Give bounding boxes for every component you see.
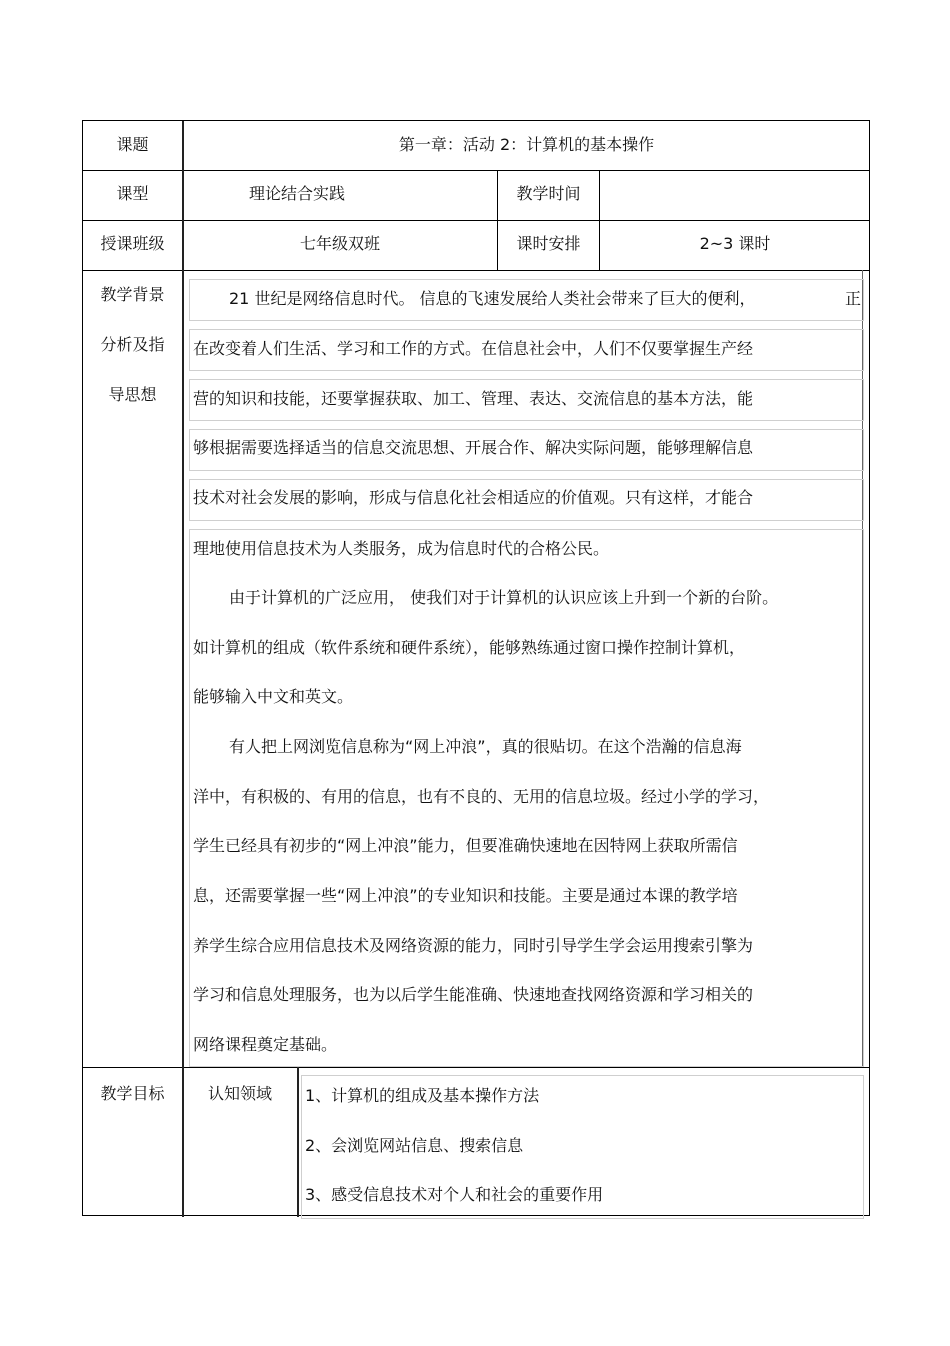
background-line: 由于计算机的广泛应用， 使我们对于计算机的认识应该上升到一个新的台阶。: [229, 588, 779, 607]
type-value: 理论结合实践: [249, 184, 346, 203]
class-label: 授课班级: [100, 234, 165, 253]
background-line: 息，还需要掌握一些“网上冲浪”的专业知识和技能。主要是通过本课的教学培: [193, 886, 738, 905]
background-line: 有人把上网浏览信息称为“网上冲浪”，真的很贴切。在这个浩瀚的信息海: [229, 737, 742, 756]
background-line: 营的知识和技能，还要掌握获取、加工、管理、表达、交流信息的基本方法，能: [193, 389, 754, 408]
objective-item: 2、会浏览网站信息、搜索信息: [305, 1136, 524, 1155]
background-line: 理地使用信息技术为人类服务，成为信息时代的合格公民。: [193, 539, 610, 558]
background-line: 网络课程奠定基础。: [193, 1035, 338, 1054]
objective-item: 3、感受信息技术对个人和社会的重要作用: [305, 1185, 604, 1204]
background-line: 学习和信息处理服务，也为以后学生能准确、快速地查找网络资源和学习相关的: [193, 985, 754, 1004]
row-divider: [83, 1067, 869, 1068]
background-line: 能够输入中文和英文。: [193, 687, 354, 706]
background-line: 21 世纪是网络信息时代。 信息的飞速发展给人类社会带来了巨大的便利，: [229, 289, 756, 308]
column-divider: [599, 170, 600, 270]
topic-value: 第一章：活动 2：计算机的基本操作: [398, 135, 655, 154]
period-label: 课时安排: [516, 234, 581, 253]
background-trailing-char: 正: [845, 289, 862, 308]
cognitive-domain-label: 认知领域: [207, 1084, 272, 1103]
class-value: 七年级双班: [299, 234, 380, 253]
row-divider: [83, 170, 869, 171]
background-line: 学生已经具有初步的“网上冲浪”能力，但要准确快速地在因特网上获取所需信: [193, 836, 738, 855]
objective-item: 1、计算机的组成及基本操作方法: [305, 1086, 540, 1105]
row-divider: [83, 270, 869, 271]
background-label-line-1: 教学背景: [100, 285, 165, 304]
background-label-line-2: 分析及指: [100, 335, 165, 354]
topic-label: 课题: [116, 135, 149, 154]
background-line: 洋中，有积极的、有用的信息，也有不良的、无用的信息垃圾。经过小学的学习，: [193, 787, 770, 806]
row-divider: [83, 220, 869, 221]
label-column-divider: [182, 121, 184, 1217]
background-line: 如计算机的组成（软件系统和硬件系统），能够熟练通过窗口操作控制计算机，: [193, 638, 746, 657]
teaching-time-label: 教学时间: [516, 184, 581, 203]
background-label-line-3: 导思想: [108, 385, 157, 404]
objectives-divider: [297, 1067, 299, 1217]
background-line: 养学生综合应用信息技术及网络资源的能力，同时引导学生学会运用搜索引擎为: [193, 936, 754, 955]
background-line: 技术对社会发展的影响，形成与信息化社会相适应的价值观。只有这样，才能合: [193, 488, 754, 507]
lesson-plan-table: [82, 120, 870, 1216]
background-line: 在改变着人们生活、学习和工作的方式。在信息社会中，人们不仅要掌握生产经: [193, 339, 754, 358]
period-value: 2~3 课时: [699, 234, 771, 253]
objectives-label: 教学目标: [100, 1084, 165, 1103]
background-line: 够根据需要选择适当的信息交流思想、开展合作、解决实际问题，能够理解信息: [193, 438, 754, 457]
type-label: 课型: [116, 184, 149, 203]
